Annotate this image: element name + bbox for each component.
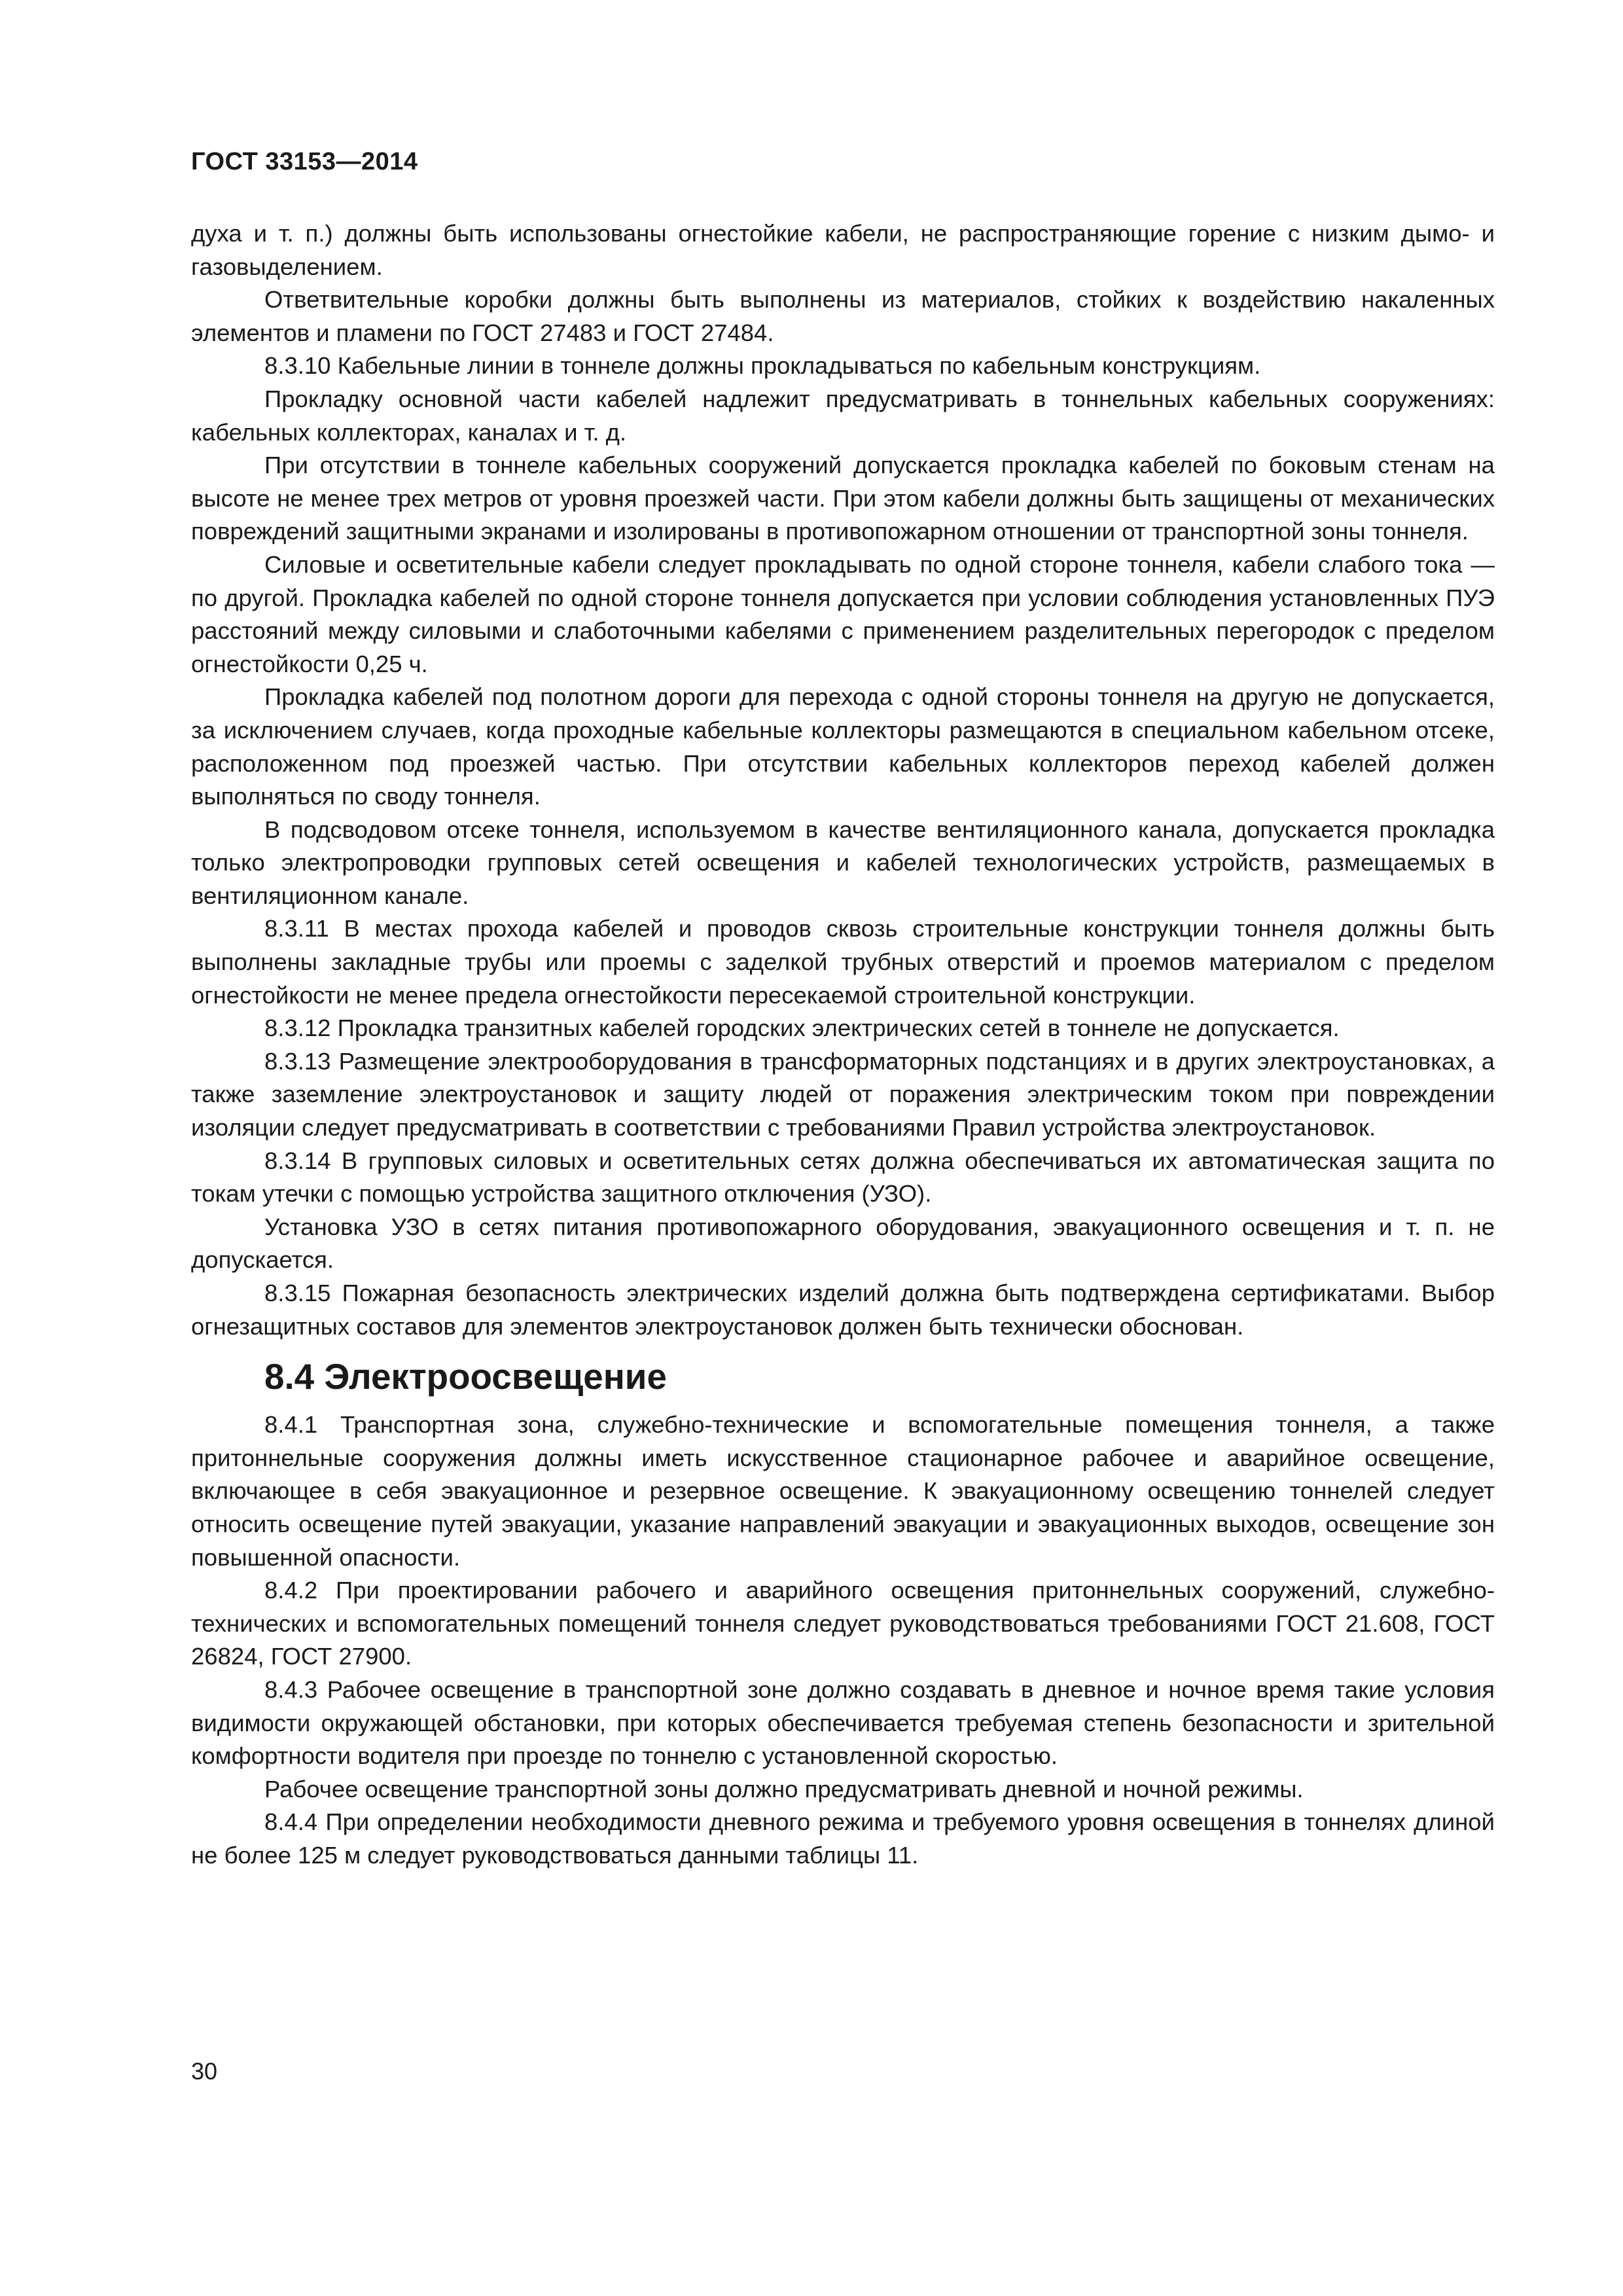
paragraph: Ответвительные коробки должны быть выполнены из материалов, стойких к воздействию накаленных элементов и пламени по ГОСТ 27483 и ГОСТ 27484. [191, 286, 1495, 346]
standard-header: ГОСТ 33153—2014 [191, 148, 418, 175]
paragraph-8-3-13: 8.3.13 Размещение электрооборудования в трансформаторных подстанциях и в других электроустановках, а также заземление электроустановок и защиту людей от поражения электрическим током при повреждении изоляции следует предусматривать в соответствии с требованиями Правил устройства электроустановок. [191, 1047, 1495, 1141]
paragraph: Силовые и осветительные кабели следует прокладывать по одной стороне тоннеля, кабели слабого тока — по другой. Прокладка кабелей по одной стороне тоннеля допускается при условии соблюдения установленных ПУЭ расстояний между силовыми и слаботочными кабелями с применением разделительных перегородок с пределом огнестойкости 0,25 ч. [191, 550, 1495, 677]
paragraph: Прокладка кабелей под полотном дороги для перехода с одной стороны тоннеля на другую не допускается, за исключением случаев, когда проходные кабельные коллекторы размещаются в специальном кабельном отсеке, расположенном под проезжей частью. При отсутствии кабельных коллекторов переход кабелей должен выполняться по своду тоннеля. [191, 683, 1495, 810]
paragraph: В подсводовом отсеке тоннеля, используемом в качестве вентиляционного канала, допускается прокладка только электропроводки групповых сетей освещения и кабелей технологических устройств, размещаемых в вентиляционном канале. [191, 816, 1495, 909]
paragraph-continuation: духа и т. п.) должны быть использованы огнестойкие кабели, не распространяющие горение с низким дымо- и газовыделением. [191, 220, 1495, 280]
paragraph-8-4-1: 8.4.1 Транспортная зона, служебно-технические и вспомогательные помещения тоннеля, а также притоннельные сооружения должны иметь искусственное стационарное рабочее и аварийное освещение, включающее в себя эвакуационное и резервное освещение. К эвакуационному освещению тоннелей следует относить освещение путей эвакуации, указание направлений эвакуации и эвакуационных выходов, освещение зон повышенной опасности. [191, 1411, 1495, 1571]
paragraph: Рабочее освещение транспортной зоны должно предусматривать дневной и ночной режимы. [264, 1775, 1304, 1803]
section-heading-8-4: 8.4 Электроосвещение [264, 1356, 667, 1397]
paragraph: При отсутствии в тоннеле кабельных сооружений допускается прокладка кабелей по боковым стенам на высоте не менее трех метров от уровня проезжей части. При этом кабели должны быть защищены от механических повреждений защитными экранами и изолированы в противопожарном отношении от транспортной зоны тоннеля. [191, 452, 1495, 545]
paragraph-8-3-11: 8.3.11 В местах прохода кабелей и проводов сквозь строительные конструкции тоннеля должны быть выполнены закладные трубы или проемы с заделкой трубных отверстий и проемов материалом с пределом огнестойкости не менее предела огнестойкости пересекаемой строительной конструкции. [191, 915, 1495, 1009]
paragraph: Прокладку основной части кабелей надлежит предусматривать в тоннельных кабельных сооружениях: кабельных коллекторах, каналах и т. д. [191, 385, 1495, 446]
body-text [191, 217, 1495, 1873]
paragraph-8-3-14: 8.3.14 В групповых силовых и осветительных сетях должна обеспечиваться их автоматическая защита по токам утечки с помощью устройства защитного отключения (УЗО). [191, 1147, 1495, 1208]
paragraph-8-4-2: 8.4.2 При проектировании рабочего и аварийного освещения притоннельных сооружений, служебно-технических и вспомогательных помещений тоннеля следует руководствоваться требованиями ГОСТ 21.608, ГОСТ 26824, ГОСТ 27900. [191, 1577, 1495, 1670]
paragraph-8-3-10: 8.3.10 Кабельные линии в тоннеле должны прокладываться по кабельным конструкциям. [264, 352, 1261, 380]
paragraph: Установка УЗО в сетях питания противопожарного оборудования, эвакуационного освещения и т. п. не допускается. [191, 1213, 1495, 1274]
page-number: 30 [191, 2058, 218, 2085]
paragraph-8-4-4: 8.4.4 При определении необходимости дневного режима и требуемого уровня освещения в тоннелях длиной не более 125 м следует руководствоваться данными таблицы 11. [191, 1808, 1495, 1869]
paragraph-8-4-3: 8.4.3 Рабочее освещение в транспортной зоне должно создавать в дневное и ночное время такие условия видимости окружающей обстановки, при которых обеспечивается требуемая степень безопасности и зрительной комфортности водителя при проезде по тоннелю с установленной скоростью. [191, 1676, 1495, 1770]
paragraph-8-3-12: 8.3.12 Прокладка транзитных кабелей городских электрических сетей в тоннеле не допускается. [264, 1014, 1340, 1042]
paragraph-8-3-15: 8.3.15 Пожарная безопасность электрических изделий должна быть подтверждена сертификатами. Выбор огнезащитных составов для элементов электроустановок должен быть технически обоснован. [191, 1280, 1495, 1340]
